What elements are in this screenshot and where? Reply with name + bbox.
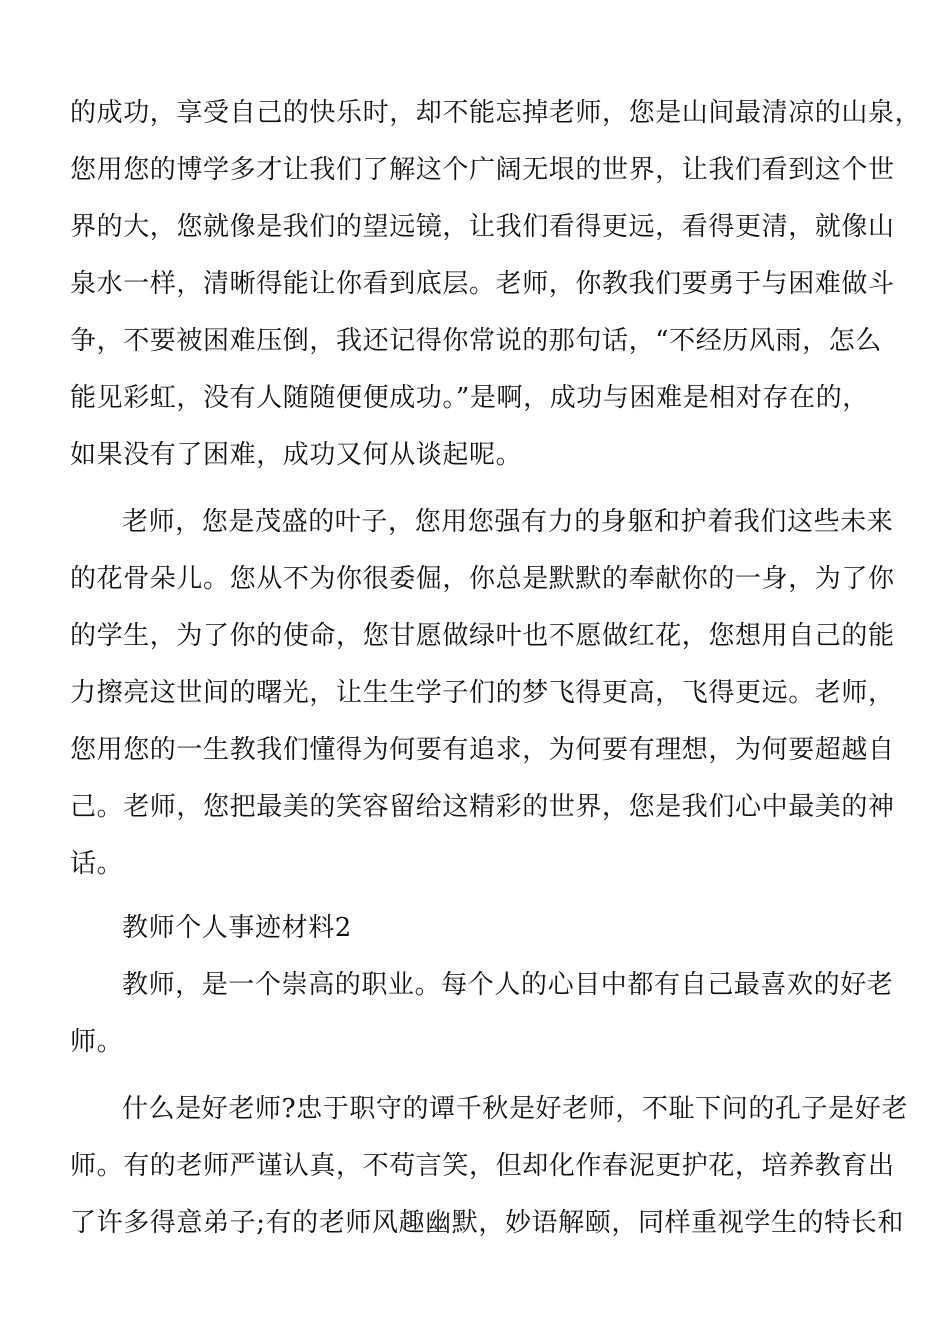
text-line: 您用您的一生教我们懂得为何要有追求，为何要有理想，为何要超越自 bbox=[70, 735, 895, 765]
text-line: 什么是好老师?忠于职守的谭千秋是好老师，不耻下问的孔子是好老 bbox=[122, 1094, 908, 1124]
text-line: 的成功，享受自己的快乐时，却不能忘掉老师，您是山间最清凉的山泉， bbox=[70, 98, 922, 128]
text-line: 教师，是一个崇高的职业。每个人的心目中都有自己最喜欢的好老 bbox=[122, 970, 894, 1000]
text-line: 己。老师，您把最美的笑容留给这精彩的世界，您是我们心中最美的神 bbox=[70, 792, 895, 822]
text-line: 能见彩虹，没有人随随便便成功。”是啊，成功与困难是相对存在的， bbox=[70, 383, 869, 413]
text-line: 争，不要被困难压倒，我还记得你常说的那句话，“不经历风雨，怎么 bbox=[70, 326, 882, 356]
text-line: 老师，您是茂盛的叶子，您用您强有力的身躯和护着我们这些未来 bbox=[122, 507, 894, 537]
text-line: 师。有的老师严谨认真，不苟言笑，但却化作春泥更护花，培养教育出 bbox=[70, 1151, 895, 1181]
text-line: 您用您的博学多才让我们了解这个广阔无垠的世界，让我们看到这个世 bbox=[70, 155, 895, 185]
text-line: 泉水一样，清晰得能让你看到底层。老师，你教我们要勇于与困难做斗 bbox=[70, 269, 895, 299]
text-line: 师。 bbox=[70, 1027, 124, 1057]
text-line: 的花骨朵儿。您从不为你很委倔，你总是默默的奉献你的一身，为了你 bbox=[70, 564, 895, 594]
text-line: 了许多得意弟子;有的老师风趣幽默，妙语解颐，同样重视学生的特长和 bbox=[70, 1208, 904, 1238]
text-line: 如果没有了困难，成功又何从谈起呢。 bbox=[70, 440, 523, 470]
text-line: 界的大，您就像是我们的望远镜，让我们看得更远，看得更清，就像山 bbox=[70, 212, 895, 242]
text-line: 话。 bbox=[70, 849, 124, 879]
section-heading: 教师个人事迹材料2 bbox=[122, 913, 352, 943]
text-line: 力擦亮这世间的曙光，让生生学子们的梦飞得更高，飞得更远。老师， bbox=[70, 678, 895, 708]
text-line: 的学生，为了你的使命，您甘愿做绿叶也不愿做红花，您想用自己的能 bbox=[70, 621, 895, 651]
